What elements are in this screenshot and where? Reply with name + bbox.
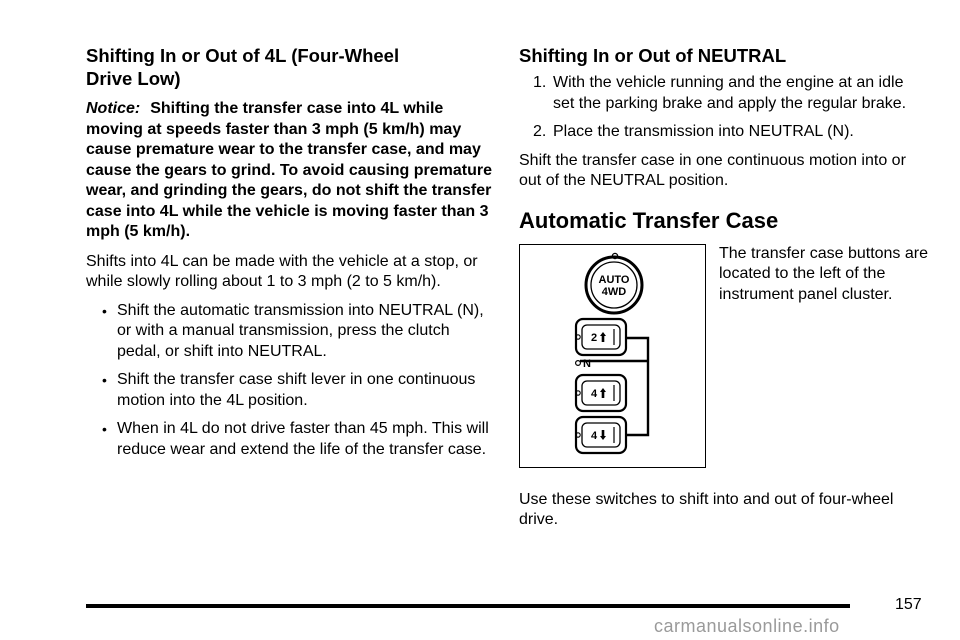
svg-text:4: 4 bbox=[590, 429, 598, 442]
notice-text: Shifting the transfer case into 4L while moving at speeds faster than 3 mph (5 km/h) may cause premature wear to the transfer case, and may cause the gears to grind. To avoid causing premature wear, and grinding the gears, do not shift the transfer case into 4L while the vehicle is moving faster than 3 mph (5 km/h). bbox=[86, 100, 493, 240]
svg-text:4WD: 4WD bbox=[601, 285, 627, 298]
footer-rule bbox=[86, 604, 850, 608]
bullet-icon: • bbox=[102, 302, 107, 319]
intro-paragraph: Shifts into 4L can be made with the vehicle at a stop, or while slowly rolling about 1 to 3 mph (2 to 5 km/h). bbox=[86, 252, 478, 290]
list-item: • When in 4L do not drive faster than 45 mph. This will reduce wear and extend the life of the transfer case. bbox=[102, 420, 489, 458]
notice-paragraph bbox=[86, 99, 496, 243]
list-item: • Shift the transfer case shift lever in one continuous motion into the 4L position. bbox=[102, 371, 476, 409]
transfer-case-figure bbox=[519, 244, 706, 468]
shift-paragraph: Shift the transfer case in one continuous motion into or out of the NEUTRAL position. bbox=[519, 151, 906, 189]
bullet-list bbox=[86, 301, 496, 461]
closing-paragraph: Use these switches to shift into and out of four-wheel drive. bbox=[519, 490, 894, 528]
step-number: 1. bbox=[533, 74, 547, 91]
section-heading-neutral: Shifting In or Out of NEUTRAL bbox=[519, 45, 787, 66]
svg-text:N: N bbox=[583, 357, 591, 370]
2hi-button[interactable] bbox=[576, 319, 626, 355]
list-item: 2. Place the transmission into NEUTRAL (N). bbox=[519, 122, 929, 143]
neutral-indicator-icon bbox=[576, 360, 581, 365]
arrow-up-icon bbox=[600, 332, 606, 342]
figure-row bbox=[519, 244, 929, 490]
step-number: 2. bbox=[533, 123, 547, 140]
svg-text:4: 4 bbox=[590, 387, 598, 400]
list-item: • Shift the automatic transmission into NEUTRAL (N), or with a manual transmission, press the clutch pedal, or shift into NEUTRAL. bbox=[102, 301, 484, 360]
page-number: 157 bbox=[895, 596, 922, 613]
connector-line bbox=[626, 338, 648, 435]
right-column bbox=[519, 44, 929, 531]
bullet-icon: • bbox=[102, 421, 107, 437]
arrow-down-icon bbox=[600, 430, 606, 440]
4hi-button[interactable] bbox=[576, 375, 626, 411]
svg-text:AUTO: AUTO bbox=[598, 273, 630, 286]
steps-list bbox=[519, 73, 929, 143]
figure-caption: The transfer case buttons are located to the left of the instrument panel cluster. bbox=[719, 244, 928, 303]
bullet-icon: • bbox=[102, 372, 107, 388]
arrow-up-icon bbox=[600, 388, 606, 398]
section-heading-automatic: Automatic Transfer Case bbox=[519, 207, 779, 233]
section-heading-4l: Shifting In or Out of 4L (Four-Wheel Drive Low) bbox=[86, 45, 400, 89]
left-column bbox=[86, 44, 496, 468]
4lo-button[interactable] bbox=[576, 417, 626, 453]
transfer-case-switch-illustration bbox=[520, 245, 704, 466]
list-item: 1. With the vehicle running and the engine at an idle set the parking brake and apply the regular brake. bbox=[533, 74, 907, 112]
watermark: carmanualsonline.info bbox=[654, 616, 840, 636]
svg-text:2: 2 bbox=[590, 331, 598, 344]
notice-label: Notice: bbox=[86, 100, 141, 117]
